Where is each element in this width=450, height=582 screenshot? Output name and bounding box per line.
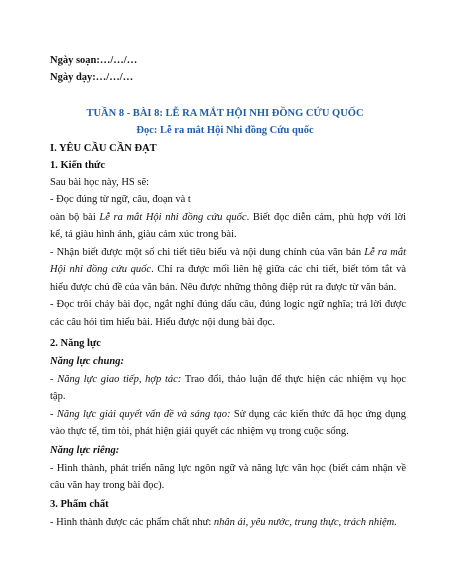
text-run: Trao đổi, thảo luận để thực hiện các nhiệm vụ học [181, 374, 406, 385]
nang-luc-chung-1-line-2: tập. [50, 391, 66, 402]
heading-nang-luc: 2. Năng lực [50, 338, 101, 349]
text-run: oàn bộ bài [50, 212, 100, 223]
text-run: - Nhận biết được một số chi tiết tiêu biểu và nội dung chính của văn bản [50, 247, 365, 258]
text-run: Sử dụng các kiến thức đã học ứng dụng [230, 409, 407, 420]
kien-thuc-intro: Sau bài học này, HS sẽ: [50, 177, 150, 188]
ngay-day: Ngày dạy:…/…/… [50, 72, 134, 83]
lesson-title: TUẦN 8 - BÀI 8: LỄ RA MẮT HỘI NHI ĐỒNG CỨU QUỐC [86, 108, 364, 119]
lesson-subtitle: Đọc: Lễ ra mắt Hội Nhi đồng Cứu quốc [136, 125, 314, 136]
kien-thuc-bullet-2-line-2 [50, 263, 406, 276]
qualities-italic: nhân ái, yêu nước, trung thực, trách nhiệm. [213, 517, 397, 528]
text-run: - Hình thành được các phẩm chất như: [50, 517, 214, 528]
heading-nang-luc-chung: Năng lực chung: [50, 356, 124, 367]
kien-thuc-bullet-2-line-3: hiểu được chủ đề của văn bản. Nêu được những thông điệp rút ra được từ văn bản. [50, 282, 397, 293]
kien-thuc-bullet-3-line-2: các câu hỏi tìm hiểu bài. Hiểu được nội dung bài đọc. [50, 317, 275, 328]
kien-thuc-bullet-1-line-2 [50, 211, 406, 224]
lesson-name-italic: Lễ ra mắt Hội nhi đồng cứu quốc [99, 212, 247, 223]
heading-nang-luc-rieng: Năng lực riêng: [50, 445, 120, 456]
section-heading-yeu-cau: I. YÊU CẦU CẦN ĐẠT [50, 143, 157, 154]
nang-luc-rieng-1-line-1: - Hình thành, phát triển năng lực ngôn ngữ và năng lực văn học (biết cảm nhận về [50, 463, 406, 474]
heading-kien-thuc: 1. Kiến thức [50, 160, 106, 171]
kien-thuc-bullet-2-line-1 [50, 246, 406, 259]
kien-thuc-bullet-1-line-1: - Đọc đúng từ ngữ, câu, đoạn và t [50, 194, 191, 205]
ngay-soan: Ngày soạn:…/…/… [50, 55, 138, 66]
text-run: . Biết đọc diễn cảm, phù hợp với lời [246, 212, 406, 223]
lesson-name-italic: Hội nhi đồng cứu quốc [50, 264, 152, 275]
competency-name-italic: - Năng lực giải quyết vấn đề và sáng tạo: [50, 409, 231, 420]
nang-luc-chung-2-line-1 [50, 408, 406, 421]
kien-thuc-bullet-1-line-3: kể, tả giàu hình ảnh, giàu cảm xúc trong bài. [50, 229, 237, 240]
kien-thuc-bullet-3-line-1: - Đọc trôi chảy bài đọc, ngắt nghỉ đúng dấu câu, đúng logic ngữ nghĩa; trả lời được [50, 299, 406, 310]
heading-pham-chat: 3. Phẩm chất [50, 499, 109, 510]
lesson-name-italic: Lễ ra mắt [364, 247, 406, 258]
pham-chat-line-1 [50, 516, 406, 529]
nang-luc-rieng-1-line-2: câu văn hay trong bài đọc). [50, 480, 165, 491]
text-run: . Chỉ ra được mối liên hệ giữa các chi tiết, biết tóm tắt và [151, 264, 407, 275]
competency-name-italic: - Năng lực giao tiếp, hợp tác: [50, 374, 182, 385]
nang-luc-chung-2-line-2: vào thực tế, tìm tòi, phát hiện giải quyết các nhiệm vụ trong cuộc sống. [50, 426, 349, 437]
nang-luc-chung-1-line-1 [50, 373, 406, 386]
